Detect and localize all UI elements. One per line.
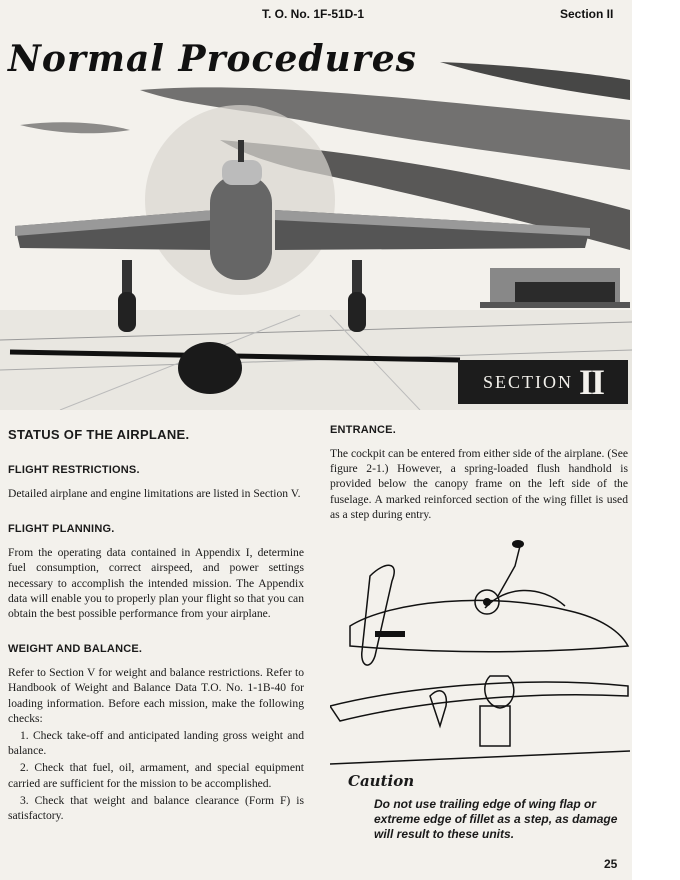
flight-restrictions-heading: FLIGHT RESTRICTIONS. <box>8 464 140 476</box>
entrance-heading: ENTRANCE. <box>330 424 396 436</box>
status-heading: STATUS OF THE AIRPLANE. <box>8 427 190 442</box>
flight-planning-heading: FLIGHT PLANNING. <box>8 523 115 536</box>
caution-text: Do not use trailing edge of wing flap or extreme edge of fillet as a step, as damage will result to these units. <box>374 797 618 841</box>
page-number: 25 <box>604 857 618 871</box>
weight-balance-body <box>8 665 304 823</box>
airplane-illustration <box>0 60 632 410</box>
section-label: Section II <box>560 7 614 21</box>
cartoon-ground-line <box>330 751 630 764</box>
check-item: 2. Check that fuel, oil, armament, and special equipment carried are sufficient for the mission to be accomplished. <box>8 761 304 790</box>
hangar <box>480 268 630 308</box>
cartoon-illustration <box>330 536 630 766</box>
entrance-text: The cockpit can be entered from either side of the airplane. (See figure 2-1.) However, a spring-loaded flush handhold is provided below the canopy frame on the left side of the fuselage. A marked reinforced section of the wing fillet is used as a step during entry. <box>330 447 628 521</box>
cartoon-propeller <box>362 565 394 665</box>
page-title: Normal Procedures <box>8 38 417 80</box>
section-banner <box>458 360 628 404</box>
weight-balance-heading: WEIGHT AND BALANCE. <box>8 643 143 656</box>
flight-restrictions-text: Detailed airplane and engine limitations are listed in Section V. <box>8 487 301 500</box>
cartoon-wing <box>330 682 628 721</box>
left-column <box>8 424 304 823</box>
cartoon-bird <box>430 691 446 726</box>
cartoon-fuselage <box>350 600 628 651</box>
flight-planning-text: From the operating data contained in Appendix I, determine fuel consumption, correct airspeed, and power settings necessary to accomplish the intended mission. The Appendix data will enable you to properly plan your flight so that you can obtain the best possible performance from your airplane. <box>8 546 304 621</box>
caution-label: Caution <box>348 772 415 790</box>
cartoon-stand <box>480 706 510 746</box>
document-number: T. O. No. 1F-51D-1 <box>262 7 365 21</box>
cartoon-canopy <box>485 590 565 608</box>
right-column <box>330 424 628 544</box>
check-item: 1. Check take-off and anticipated landing gross weight and balance. <box>8 729 304 758</box>
cartoon-pilot-arm <box>498 546 520 596</box>
section-banner-numeral: II <box>578 362 604 402</box>
cartoon-mechanic <box>485 676 514 708</box>
check-item: 3. Check that weight and balance clearance (Form F) is satisfactory. <box>8 793 304 823</box>
weight-balance-intro: Refer to Section V for weight and balance restrictions. Refer to Handbook of Weight and Balance Data T.O. No. 1-1B-40 for loading information. Before each mission, make the following checks: <box>8 666 304 725</box>
section-banner-word: SECTION <box>482 371 573 392</box>
